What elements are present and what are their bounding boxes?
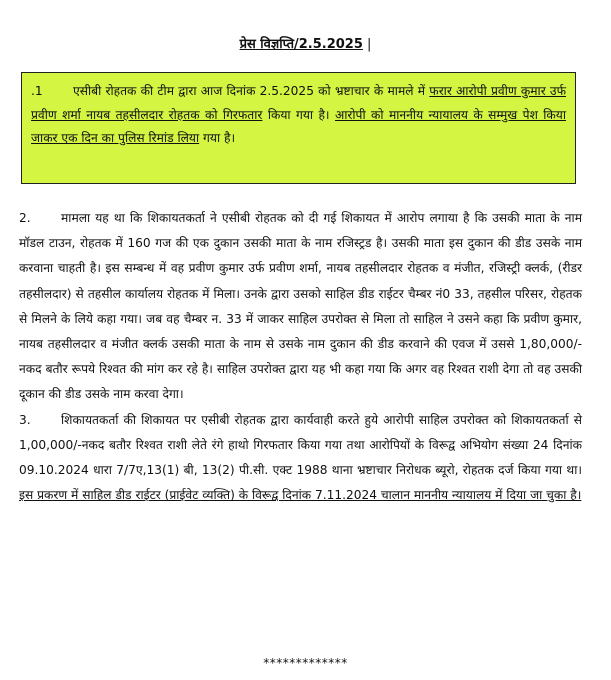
highlight-paragraph [31,80,566,151]
page-title [0,34,611,52]
paragraph-3-text: शिकायतकर्ता की शिकायत पर एसीबी रोहतक द्वारा कार्यवाही करते हुये आरोपी साहिल उपरोक्त को शिकायतकर्ता से 1,00,000/-नकद बतौर रिश्वत राशी लेते रंगे हाथो गिरफतार किया गया तथा आरोपियों के विरूद्व अभियोग संख्या 24 दिनांक 09.10.2024 धारा 7/7ए,13(1) बी, 13(2) पी.सी. एक्ट 1988 थाना भ्रष्टाचार निरोधक ब्यूरो, रोहतक दर्ज किया गया था। [19,412,582,478]
paragraph-3-text-underlined: इस प्रकरण में साहिल डीड राईटर (प्राईवेट व्यक्ति) के विरूद्व दिनांक 7.11.2024 चालान माननीय न्यायालय में दिया जा चुका है। [19,488,582,503]
highlight-box [21,72,576,184]
text-cursor: | [362,37,372,52]
paragraph-2-text: मामला यह था कि शिकायतकर्ता ने एसीबी रोहतक को दी गई शिकायत में आरोप लगाया है कि उसकी माता के नाम मॉडल टाउन, रोहतक में 160 गज की एक दुकान उसकी माता के नाम रजिस्ट्रड है। उसकी माता इस दुकान की डीड उसके नाम करवाना चाहती है। इस सम्बन्ध में वह प्रवीण कुमार उर्फ प्रवीण शर्मा, नायब तहसीलदार रोहतक व मंजीत, रजिस्ट्री क्लर्क, (रीडर तहसीलदार) से तहसील कार्यालय रोहतक में मिला। उनके द्वारा उसको साहिल डीड राईटर चैम्बर नं0 33, तहसील परिसर, रोहतक से मिलने के लिये कहा गया। जब वह चैम्बर न. 33 में जाकर साहिल उपरोक्त से मिला तो साहिल ने उसने कहा कि प्रवीण कुमार, नायब तहसीलदार व मंजीत क्लर्क उसकी माता के नाम से उसके नाम दुकान की डीड करवाने की एवज में उससे 1,80,000/-नकद बतौर रूपये रिश्वत की मांग कर रहे है। साहिल उपरोक्त द्वारा यह भी कहा गया कि अगर वह रिश्वत राशी देगा तो वह उसकी दूकान की डीड उसके नाम करवा देगा। [19,211,582,402]
highlight-text-plain: एसीबी रोहतक की टीम द्वारा आज दिनांक 2.5.2025 को भ्रष्टाचार के मामले में [73,84,426,98]
paragraph-2-number: 2. [19,211,31,225]
body-text [19,206,582,508]
highlight-text-end: गया है। [203,131,236,145]
paragraph-3-number: 3. [19,412,31,427]
footer-stars: ************* [263,656,348,670]
highlight-text-underlined: फरार आरोपी प्रवीण कुमार उर्फ प्रवीण शर्मा नायब तहसीलदार रोहतक को गिरफतार [31,84,567,122]
paragraph-3 [19,408,582,509]
highlight-text-mid: किया गया है। [267,107,330,122]
highlight-number: .1 [31,84,43,98]
title-text: प्रेस विज्ञप्ति/2.5.2025 [239,37,363,52]
highlight-text-underlined-2: आरोपी को माननीय न्यायालय के सम्मुख पेश किया जाकर एक दिन का पुलिस रिमांड लिया [31,107,567,145]
paragraph-2 [19,206,582,408]
